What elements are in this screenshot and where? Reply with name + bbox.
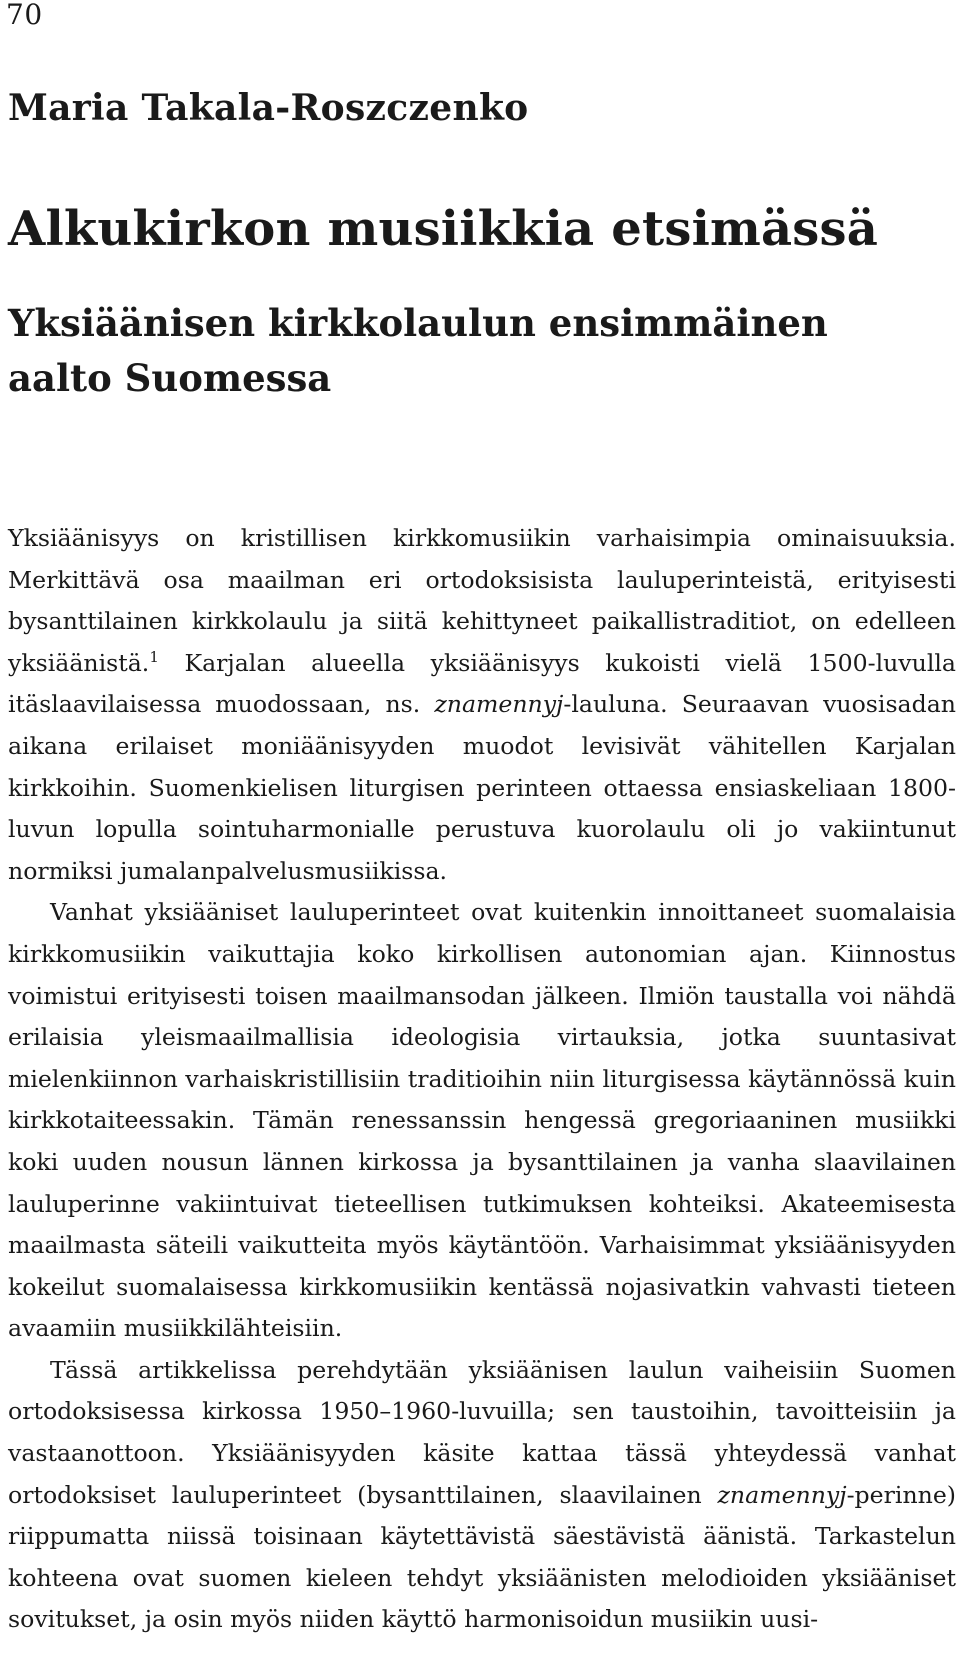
paragraph-3 [8, 1350, 956, 1641]
page-number: 70 [6, 0, 43, 31]
paragraph-3-italic-term: znamennyj [717, 1480, 847, 1509]
paragraph-2: Vanhat yksiääniset lauluperinteet ovat kuitenkin innoittaneet suomalaisia kirkkomusiikin vaikuttajia koko kirkollisen autonomian ajan. Kiinnostus voimistui erityisesti toisen maailmansodan jälkeen. Ilmiön taustalla voi nähdä erilaisia yleismaailmallisia ideologisia virtauksia, jotka suuntasivat mielenkiinnon varhaiskristillisiin traditioihin niin liturgisessa käytännössä kuin kirkkotaiteessakin. Tämän renessanssin hengessä gregoriaaninen musiikki koki uuden nousun lännen kirkossa ja bysanttilainen ja vanha slaavilainen lauluperinne vakiintuivat tieteellisen tutkimuksen kohteiksi. Akateemisesta maailmasta säteili vaikutteita myös käytäntöön. Varhaisimmat yksiäänisyyden kokeilut suomalaisessa kirkkomusiikin kentässä nojasivatkin vahvasti tieteen avaamiin musiikkilähteisiin. [8, 898, 956, 1343]
paragraph-1-text-c: -lauluna. Seuraavan vuosisadan aikana erilaiset moniäänisyyden muodot levisivät vähitellen Karjalan kirkkoihin. Suomenkielisen liturgisen perinteen ottaessa ensiaskeliaan 1800-luvun lopulla sointuharmonialle perustuva kuorolaulu oli jo vakiintunut normiksi jumalanpalvelusmusiikissa. [8, 690, 956, 885]
article-body [8, 518, 956, 1641]
paragraph-1-text-a: Yksiäänisyys on kristillisen kirkkomusiikin varhaisimpia ominaisuuksia. Merkittävä osa maailman eri ortodoksisista lauluperinteistä, erityisesti bysanttilainen kirkkolaulu ja siitä kehittyneet paikallistraditiot, on edelleen yksiäänistä. [8, 524, 956, 677]
paragraph-3-text-a: Tässä artikkelissa perehdytään yksiäänisen laulun vaiheisiin Suomen ortodoksisessa kirkossa 1950–1960-luvuilla; sen taustoihin, tavoitteisiin ja vastaanottoon. Yksiäänisyyden käsite kattaa tässä yhteydessä vanhat ortodoksiset lauluperinteet (bysanttilainen, slaavilainen [8, 1355, 956, 1509]
paragraph-1-text-b: Karjalan alueella yksiäänisyys kukoisti vielä 1500-luvulla itäslaavilaisessa muodossaan, ns. [8, 648, 956, 719]
author-name: Maria Takala-Roszczenko [8, 87, 529, 129]
footnote-marker[interactable]: 1 [149, 647, 159, 666]
article-title: Alkukirkon musiikkia etsimässä [8, 201, 879, 257]
paragraph-3-text-b: -perinne) riippumatta niissä toisinaan käytettävistä säestävistä äänistä. Tarkastelun kohteena ovat suomen kieleen tehdyt yksiäänisten melodioiden yksiääniset sovitukset, ja osin myös niiden käyttö harmonisoidun musiikin uusi- [8, 1480, 956, 1634]
paragraph-1 [8, 518, 956, 892]
article-subtitle: Yksiäänisen kirkkolaulun ensimmäinen aalto Suomessa [8, 301, 828, 400]
paragraph-1-italic-term: znamennyj [434, 690, 564, 719]
